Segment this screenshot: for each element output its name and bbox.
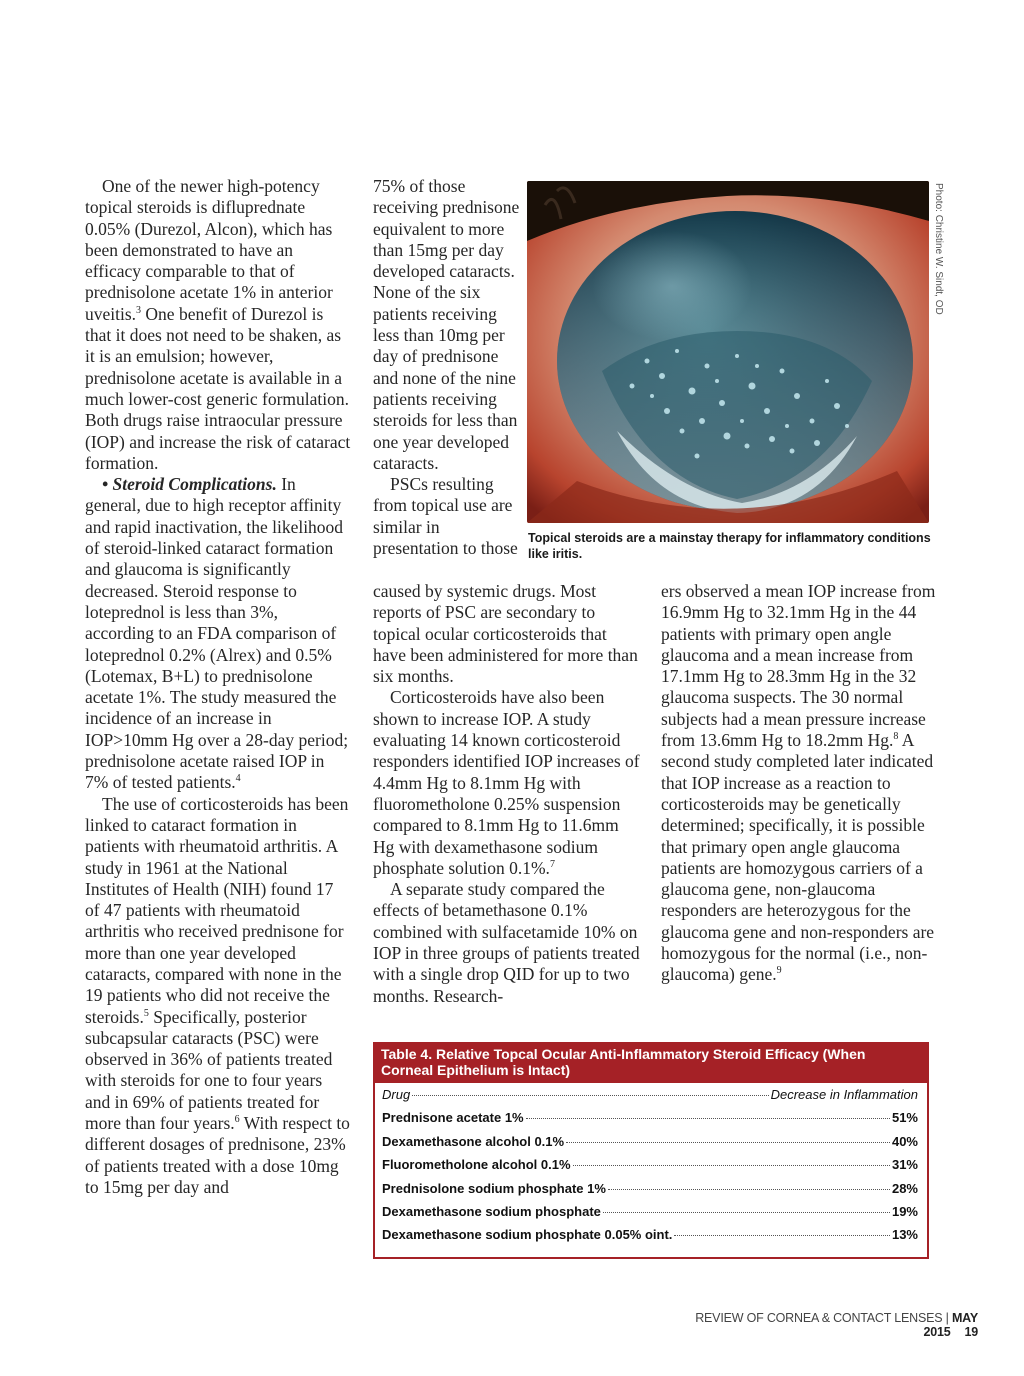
dot-leader xyxy=(674,1235,890,1236)
figure-caption: Topical steroids are a mainstay therapy for inflammatory conditions like iritis. xyxy=(528,531,931,561)
article-column-1 xyxy=(85,176,351,1198)
dot-leader xyxy=(608,1189,890,1190)
paragraph-difluprednate: One of the newer high-potency topical steroids is difluprednate 0.05% (Durezol, Alcon), which has been demonstrated to have an efficacy comparable to that of prednisolone acetate 1% in anterior uveitis.$^3$ One benefit of Durezol is that it does not need to be shaken, as it is an emulsion; however, prednisolone acetate is available in a much lower-cost generic formulation. Both drugs raise intraocular pressure (IOP) and increase the risk of cataract formation. xyxy=(85,176,351,473)
reference-superscript: 6 xyxy=(234,1114,240,1126)
column-header-drug: Drug xyxy=(382,1087,411,1102)
page-footer xyxy=(640,1311,978,1339)
paragraph-iop-responders: Corticosteroids have also been shown to increase IOP. A study evaluating 14 known corticosteroid responders identified IOP increases of 4.4mm Hg to 8.1mm Hg with fluorometholone 0.25% suspension compared to 8.1mm Hg to 11.6mm Hg with dexamethasone sodium phosphate solution 0.1%.$^7$ xyxy=(373,687,640,878)
efficacy-value: 40% xyxy=(891,1133,918,1149)
paragraph-iop-results: ers observed a mean IOP increase from 16.9mm Hg to 32.1mm Hg in the 44 patients with primary open angle glaucoma and a mean increase from 17.1mm Hg to 28.3mm Hg in the 32 glaucoma suspects. The 30 normal subjects had a mean pressure increase from 13.6mm Hg to 18.2mm Hg.$^8$ A second study completed later indicated that IOP increase as a reaction to corticosteroids may be genetically determined; specifically, it is possible that primary open angle glaucoma patients are homozygous carriers of a glaucoma gene, non-glaucoma responders are heterozygous for the glaucoma gene and non-responders are homozygous for the normal (i.e., non-glaucoma) gene.$^9$ xyxy=(661,581,936,985)
dot-leader xyxy=(412,1095,768,1096)
drug-name: Prednisolone sodium phosphate 1% xyxy=(382,1180,606,1196)
efficacy-value: 19% xyxy=(891,1203,918,1219)
reference-superscript: 8 xyxy=(893,731,899,743)
dot-leader xyxy=(526,1118,890,1119)
figure-eye-photo xyxy=(527,181,929,523)
table-row xyxy=(382,1110,918,1133)
paragraph-betamethasone-study: A separate study compared the effects of betamethasone 0.1% combined with sulfacetamide 10% on IOP in three groups of patients treated with a single drop QID for up to two months. Research- xyxy=(373,879,640,1006)
drug-name: Dexamethasone alcohol 0.1% xyxy=(382,1133,565,1149)
page-number: 19 xyxy=(964,1325,978,1339)
table-row xyxy=(382,1227,918,1250)
dot-leader xyxy=(573,1165,890,1166)
table-title: Table 4. Relative Topcal Ocular Anti-Inflammatory Steroid Efficacy (When Corneal Epithelium is Intact) xyxy=(373,1042,929,1083)
reference-superscript: 5 xyxy=(143,1007,149,1019)
table-body xyxy=(373,1083,929,1259)
efficacy-value: 51% xyxy=(891,1110,918,1126)
efficacy-value: 28% xyxy=(891,1180,918,1196)
iritis-eye-image xyxy=(527,181,929,523)
section-subheading: • Steroid Complications. xyxy=(102,474,277,495)
reference-superscript: 9 xyxy=(776,965,782,977)
issue-date: MAY 2015 xyxy=(923,1311,978,1339)
drug-name: Dexamethasone sodium phosphate 0.05% oint. xyxy=(382,1227,673,1243)
reference-superscript: 3 xyxy=(136,304,142,316)
steroid-efficacy-table xyxy=(373,1042,929,1259)
journal-name: REVIEW OF CORNEA & CONTACT LENSES | xyxy=(695,1311,952,1325)
reference-superscript: 7 xyxy=(549,859,555,871)
efficacy-value: 31% xyxy=(891,1157,918,1173)
article-column-2-lower xyxy=(373,581,643,1007)
table-row xyxy=(382,1134,918,1157)
drug-name: Dexamethasone sodium phosphate xyxy=(382,1203,601,1219)
dot-leader xyxy=(603,1212,890,1213)
article-column-2-upper xyxy=(373,176,523,559)
article-column-3 xyxy=(661,581,936,986)
table-header-row xyxy=(382,1087,918,1110)
paragraph-psc-topical-cont: caused by systemic drugs. Most reports of PSC are secondary to topical ocular corticosteroids that have been administered for more than six months. xyxy=(373,581,638,687)
paragraph-prednisone-dosage: 75% of those receiving prednisone equivalent to more than 15mg per day developed cataracts. None of the six patients receiving less than 10mg per day of prednisone and none of the nine patients receiving steroids for less than one year developed cataracts. xyxy=(373,176,520,473)
drug-name: Fluorometholone alcohol 0.1% xyxy=(382,1157,571,1173)
efficacy-value: 13% xyxy=(891,1227,918,1243)
table-row xyxy=(382,1204,918,1227)
paragraph-steroid-complications: • Steroid Complications. In general, due to high receptor affinity and rapid inactivation, the likelihood of steroid-linked cataract formation and glaucoma is significantly decreased. Steroid response to loteprednol is less than 3%, according to an FDA comparison of loteprednol 0.2% (Alrex) and 0.5% (Lotemax, B+L) to prednisolone acetate 1%. The study measured the incidence of an increase in IOP>10mm Hg over a 28-day period; prednisolone acetate raised IOP in 7% of tested patients.$^4$ xyxy=(85,474,349,793)
photo-credit: Photo: Christine W. Sindt, OD xyxy=(933,183,944,315)
drug-name: Prednisone acetate 1% xyxy=(382,1110,524,1126)
dot-leader xyxy=(566,1142,890,1143)
table-row xyxy=(382,1181,918,1204)
paragraph-psc-topical-start: PSCs resulting from topical use are similar in presentation to those xyxy=(373,474,518,559)
table-row xyxy=(382,1157,918,1180)
column-header-decrease: Decrease in Inflammation xyxy=(770,1087,918,1102)
paragraph-cataract-study: The use of corticosteroids has been linked to cataract formation in patients with rheumatoid arthritis. A study in 1961 at the National Institutes of Health (NIH) found 17 of 47 patients with rheumatoid arthritis who received prednisone for more than one year developed cataracts, compared with none in the 19 patients who did not receive the steroids.$^5$ Specifically, posterior subcapsular cataracts (PSC) were observed in 36% of patients treated with steroids for one to four years and in 69% of patients treated for more than four years.$^6$ With respect to different dosages of prednisone, 23% of patients treated with a dose 10mg to 15mg per day and xyxy=(85,793,350,1197)
reference-superscript: 4 xyxy=(235,773,241,785)
